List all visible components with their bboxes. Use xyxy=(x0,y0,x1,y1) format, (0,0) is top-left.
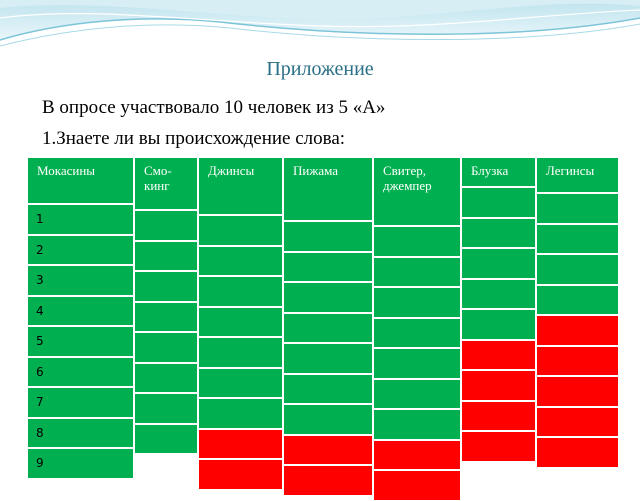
row-number-cell xyxy=(28,204,133,235)
answer-cell-yes xyxy=(462,218,535,249)
row-number-cell xyxy=(28,235,133,266)
answer-cell-no xyxy=(199,459,282,490)
row-number-cell xyxy=(28,265,133,296)
answer-cell-no xyxy=(537,407,618,438)
answer-cell-yes xyxy=(199,337,282,368)
answer-cell-no xyxy=(537,437,618,468)
answer-cell-yes xyxy=(284,221,372,252)
answer-cell-yes xyxy=(199,307,282,338)
answer-cell-yes xyxy=(135,332,197,363)
row-number: 4 xyxy=(36,303,44,318)
answer-cell-no xyxy=(284,465,372,496)
row-number: 9 xyxy=(36,456,44,470)
slide-title: Приложение xyxy=(266,58,374,80)
row-number-cell xyxy=(28,326,133,357)
answer-cell-yes xyxy=(135,271,197,302)
answer-cell-yes xyxy=(537,224,618,255)
answer-cell-yes xyxy=(537,193,618,224)
answer-cell-yes xyxy=(284,404,372,435)
answer-cell-yes xyxy=(135,302,197,333)
row-number-cell xyxy=(28,448,133,479)
table-column xyxy=(283,157,373,497)
answer-cell-yes xyxy=(135,210,197,241)
answer-cell-yes xyxy=(374,379,460,410)
row-number: 5 xyxy=(36,334,44,348)
answer-cell-no xyxy=(374,440,460,471)
answer-cell-no xyxy=(537,376,618,407)
answer-cell-yes xyxy=(284,374,372,405)
answer-cell-yes xyxy=(135,363,197,394)
answer-cell-yes xyxy=(537,285,618,316)
answer-cell-yes xyxy=(462,248,535,279)
answer-cell-yes xyxy=(374,257,460,288)
column-header-label: Пижама xyxy=(293,163,339,178)
table-column xyxy=(461,157,536,497)
answer-cell-yes xyxy=(374,226,460,257)
answer-cell-yes xyxy=(374,287,460,318)
row-number-cell xyxy=(28,357,133,388)
column-header-label: Блузка xyxy=(471,163,509,178)
answer-cell-yes xyxy=(135,393,197,424)
answer-cell-yes xyxy=(284,282,372,313)
answer-cell-no xyxy=(374,470,460,501)
answer-cell-no xyxy=(537,346,618,377)
row-number: 2 xyxy=(36,242,44,257)
answer-cell-no xyxy=(462,340,535,371)
table-column xyxy=(134,157,198,497)
answer-cell-yes xyxy=(537,254,618,285)
answer-cell-no xyxy=(199,429,282,460)
answer-cell-yes xyxy=(284,313,372,344)
column-header-label: Джинсы xyxy=(208,163,255,178)
answer-cell-yes xyxy=(462,279,535,310)
answer-cell-yes xyxy=(135,241,197,272)
row-number: 7 xyxy=(36,395,44,409)
table-column xyxy=(198,157,283,497)
row-number: 3 xyxy=(36,273,44,287)
survey-question: 1.Знаете ли вы происхождение слова: xyxy=(42,128,346,149)
answer-cell-yes xyxy=(135,424,197,455)
answer-cell-yes xyxy=(374,318,460,349)
answer-cell-yes xyxy=(199,368,282,399)
answer-cell-yes xyxy=(199,246,282,277)
row-number: 1 xyxy=(36,212,44,226)
row-number-cell xyxy=(28,296,133,327)
answer-cell-no xyxy=(462,431,535,462)
row-number: 6 xyxy=(36,364,44,379)
answer-cell-yes xyxy=(374,409,460,440)
answer-cell-yes xyxy=(199,398,282,429)
row-number-cell xyxy=(28,418,133,449)
column-header-label: Свитер, джемпер xyxy=(383,163,432,193)
answer-cell-no xyxy=(462,370,535,401)
answer-cell-yes xyxy=(374,348,460,379)
survey-intro: В опросе участвовало 10 человек из 5 «А» xyxy=(42,97,386,118)
table-column xyxy=(373,157,461,497)
answer-cell-yes xyxy=(199,215,282,246)
answer-cell-no xyxy=(462,401,535,432)
column-header-label: Мокасины xyxy=(37,163,96,178)
answer-cell-yes xyxy=(462,187,535,218)
column-header-label: Легинсы xyxy=(546,163,595,178)
row-number-cell xyxy=(28,387,133,418)
decorative-banner xyxy=(0,0,640,60)
survey-table xyxy=(27,157,619,497)
answer-cell-yes xyxy=(462,309,535,340)
answer-cell-yes xyxy=(284,252,372,283)
row-number: 8 xyxy=(36,425,44,440)
column-header-label: Смо-кинг xyxy=(144,163,172,193)
table-column xyxy=(536,157,619,497)
answer-cell-no xyxy=(284,435,372,466)
table-column xyxy=(27,157,134,497)
answer-cell-yes xyxy=(284,343,372,374)
answer-cell-no xyxy=(537,315,618,346)
answer-cell-yes xyxy=(199,276,282,307)
